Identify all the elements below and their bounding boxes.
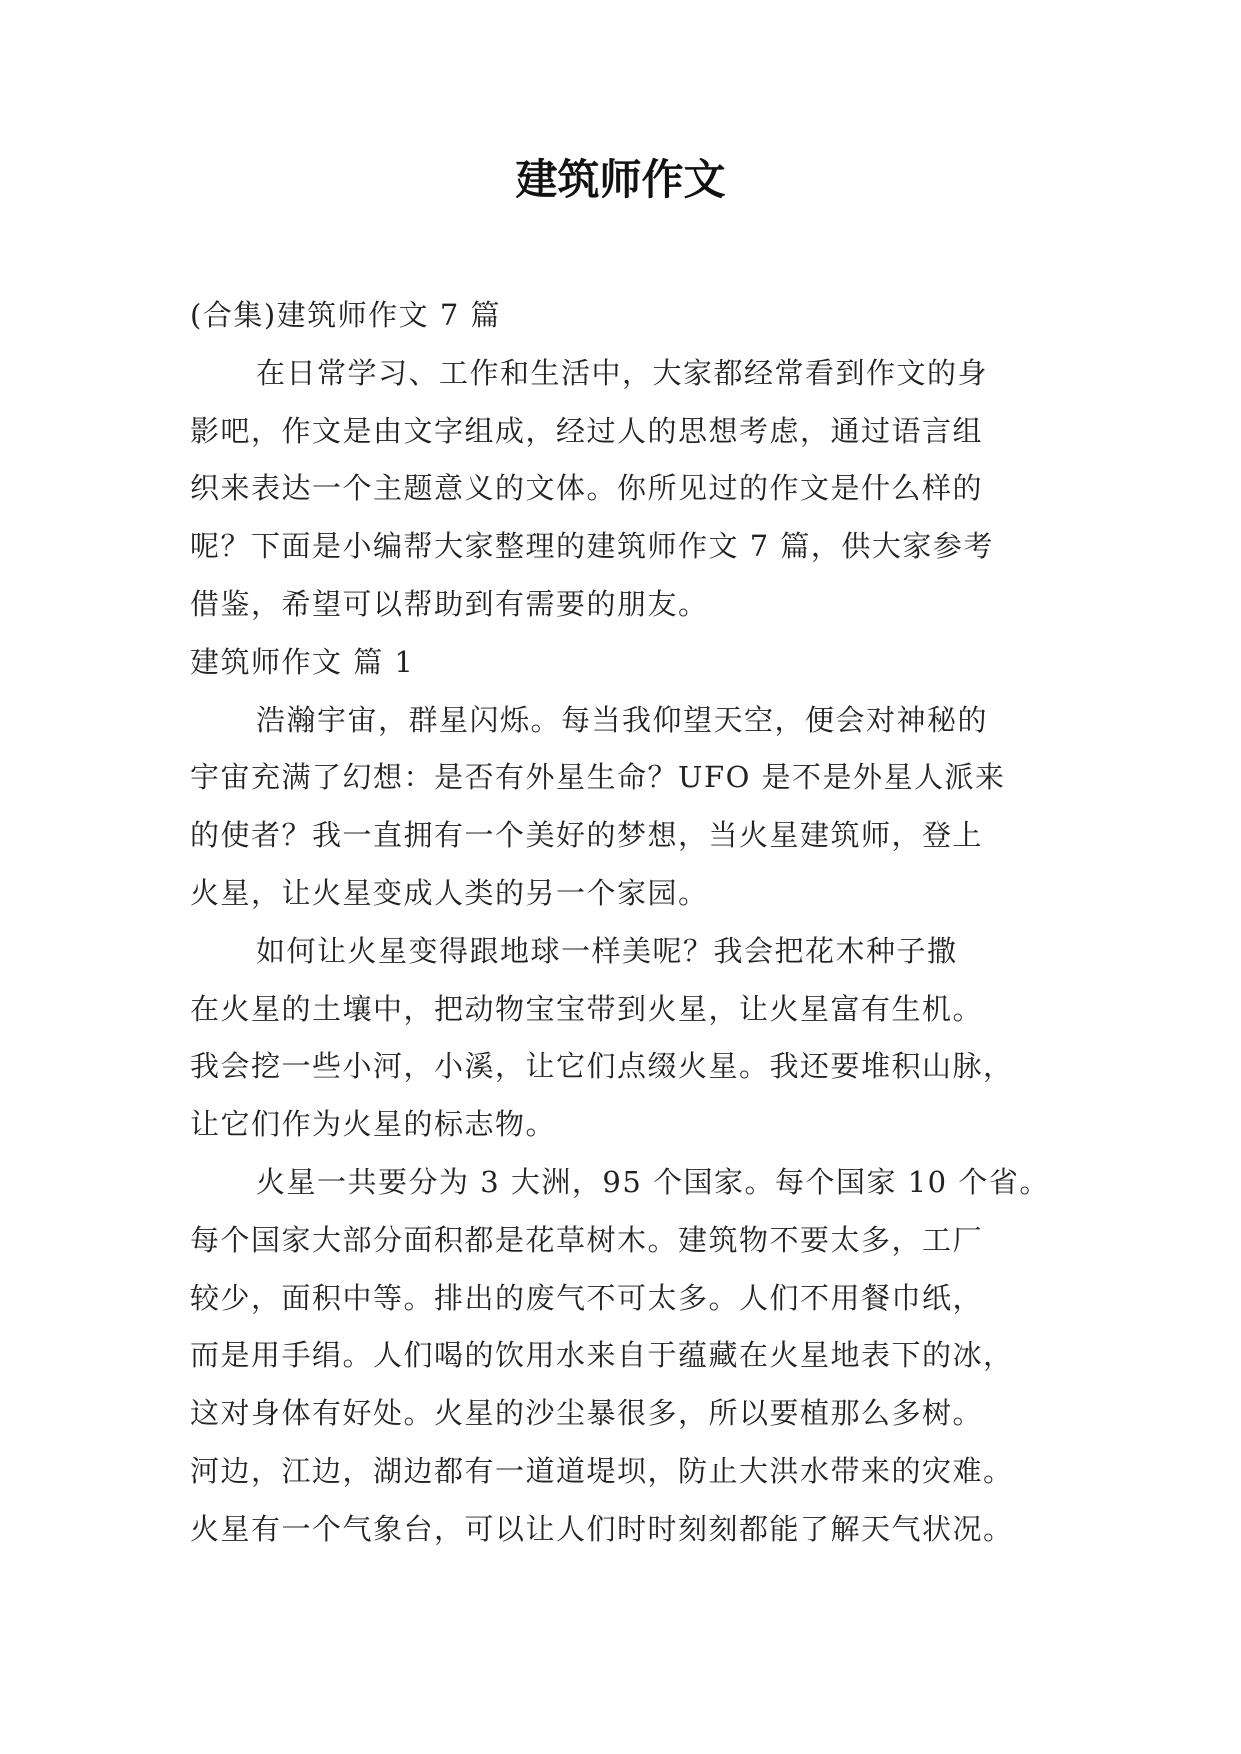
paragraph-line: 如何让火星变得跟地球一样美呢？我会把花木种子撒 bbox=[256, 933, 958, 968]
paragraph-line: 火星，让火星变成人类的另一个家园。 bbox=[190, 875, 709, 910]
paragraph-line: 在火星的土壤中，把动物宝宝带到火星，让火星富有生机。 bbox=[190, 991, 984, 1026]
paragraph-line: 这对身体有好处。火星的沙尘暴很多，所以要植那么多树。 bbox=[190, 1396, 984, 1431]
intro-paragraph-line: 织来表达一个主题意义的文体。你所见过的作文是什么样的 bbox=[190, 471, 984, 506]
paragraph-line: 我会挖一些小河，小溪，让它们点缀火星。我还要堆积山脉， bbox=[190, 1049, 1014, 1084]
intro-paragraph-line: 呢？下面是小编帮大家整理的建筑师作文 7 篇，供大家参考 bbox=[190, 529, 994, 564]
paragraph-line: 宇宙充满了幻想：是否有外星生命？UFO 是不是外星人派来 bbox=[190, 760, 1006, 795]
paragraph-line: 的使者？我一直拥有一个美好的梦想，当火星建筑师，登上 bbox=[190, 818, 984, 853]
collection-heading: (合集)建筑师作文 7 篇 bbox=[190, 298, 502, 332]
paragraph-line: 浩瀚宇宙，群星闪烁。每当我仰望天空，便会对神秘的 bbox=[256, 702, 989, 737]
paragraph-line: 河边，江边，湖边都有一道道堤坝，防止大洪水带来的灾难。 bbox=[190, 1453, 1014, 1488]
paragraph-line: 而是用手绢。人们喝的饮用水来自于蕴藏在火星地表下的冰， bbox=[190, 1338, 1014, 1373]
paragraph-line: 让它们作为火星的标志物。 bbox=[190, 1107, 557, 1142]
paragraph-line: 每个国家大部分面积都是花草树木。建筑物不要太多，工厂 bbox=[190, 1222, 984, 1257]
paragraph-line: 火星一共要分为 3 大洲，95 个国家。每个国家 10 个省。 bbox=[256, 1164, 1050, 1199]
section-heading: 建筑师作文 篇 1 bbox=[190, 644, 415, 679]
document-body bbox=[190, 287, 1058, 1559]
intro-paragraph-line: 影吧，作文是由文字组成，经过人的思想考虑，通过语言组 bbox=[190, 413, 984, 448]
intro-paragraph-line: 在日常学习、工作和生活中，大家都经常看到作文的身 bbox=[256, 355, 989, 390]
document-title: 建筑师作文 bbox=[515, 155, 726, 204]
paragraph-line: 较少，面积中等。排出的废气不可太多。人们不用餐巾纸， bbox=[190, 1280, 984, 1315]
paragraph-line: 火星有一个气象台，可以让人们时时刻刻都能了解天气状况。 bbox=[190, 1511, 1014, 1546]
intro-paragraph-line: 借鉴，希望可以帮助到有需要的朋友。 bbox=[190, 586, 709, 621]
